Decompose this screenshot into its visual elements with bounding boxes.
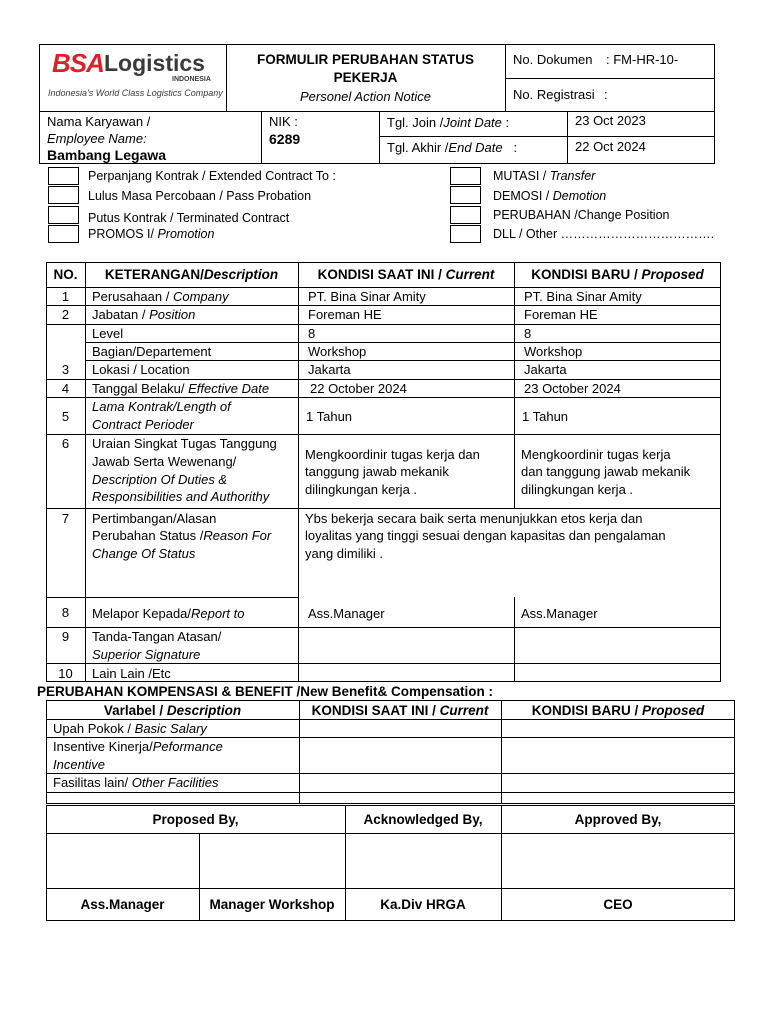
join-date-label: Tgl. Join /Joint Date :	[387, 115, 510, 130]
row5-description-line2: Contract Perioder	[92, 417, 194, 432]
end-date-value: 22 Oct 2024	[575, 139, 646, 154]
benefit-basic-salary: Upah Pokok / Basic Salary	[53, 721, 207, 736]
checkbox-terminated-contract[interactable]	[48, 206, 79, 224]
form-title-line1: FORMULIR PERUBAHAN STATUS	[257, 52, 474, 67]
option-terminated-contract: Putus Kontrak / Terminated Contract	[88, 211, 290, 225]
signature-area-manager-workshop[interactable]	[200, 834, 345, 888]
row7-reason-line2: loyalitas yang tinggi sesuai dengan kapasitas dan pengalaman	[305, 528, 666, 543]
benefit-header-proposed: KONDISI BARU / Proposed	[531, 703, 705, 718]
row4-description: Tanggal Belaku/ Effective Date	[92, 381, 270, 396]
row1-current: PT. Bina Sinar Amity	[308, 289, 426, 304]
employee-name-label: Nama Karyawan /	[47, 114, 151, 129]
row2c-description: Bagian/Departement	[92, 344, 212, 359]
option-other: DLL / Other ……………………………….	[493, 227, 715, 241]
row6-description-line3: Description Of Duties &	[92, 472, 228, 487]
checkbox-pass-probation[interactable]	[48, 186, 79, 204]
end-date-label: Tgl. Akhir /End Date :	[387, 140, 518, 155]
row9-description: Tanda-Tangan Atasan/	[92, 629, 222, 644]
col-header-description: KETERANGAN/Description	[104, 267, 279, 282]
nik-label: NIK :	[269, 114, 298, 129]
signature-area-ceo[interactable]	[502, 834, 734, 888]
row6-no: 6	[61, 436, 70, 451]
row6-description-line1: Uraian Singkat Tugas Tanggung	[92, 436, 277, 451]
row5-proposed: 1 Tahun	[522, 409, 569, 424]
proposed-by-label: Proposed By,	[152, 812, 239, 827]
row3-description: Lokasi / Location	[92, 362, 190, 377]
row6-current-line3: dilingkungan kerja .	[305, 482, 418, 497]
signer-ceo: CEO	[603, 897, 633, 912]
row7-reason-line3: yang dimiliki .	[305, 546, 384, 561]
row5-no: 5	[61, 409, 70, 424]
employee-name: Bambang Legawa	[47, 147, 167, 163]
row6-description-line2: Jawab Serta Wewenang/	[92, 454, 237, 469]
logo-country: INDONESIA	[172, 76, 211, 83]
row2b-current: 8	[308, 326, 316, 341]
row2c-proposed: Workshop	[524, 344, 583, 359]
checkbox-transfer[interactable]	[450, 167, 481, 185]
row1-proposed: PT. Bina Sinar Amity	[524, 289, 642, 304]
row7-reason-line1: Ybs bekerja secara baik serta menunjukkan etos kerja dan	[305, 511, 643, 526]
row3-no: 3	[61, 362, 70, 377]
row4-proposed: 23 October 2024	[524, 381, 621, 396]
checkbox-change-position[interactable]	[450, 206, 481, 224]
registration-label: No. Registrasi	[513, 87, 595, 102]
row2c-current: Workshop	[308, 344, 367, 359]
registration-value: :	[604, 87, 608, 102]
company-logo	[44, 48, 222, 108]
row7-no: 7	[61, 511, 70, 526]
row9-description-en: Superior Signature	[92, 647, 201, 662]
row9-no: 9	[61, 629, 70, 644]
row6-proposed-line3: dilingkungan kerja .	[521, 482, 634, 497]
row2b-description: Level	[92, 326, 124, 341]
checkbox-other[interactable]	[450, 225, 481, 243]
row8-proposed: Ass.Manager	[521, 606, 598, 621]
col-header-current: KONDISI SAAT INI / Current	[317, 267, 495, 282]
benefit-other-facilities: Fasilitas lain/ Other Facilities	[53, 775, 219, 790]
option-promotion: PROMOS I/ Promotion	[88, 227, 215, 241]
row8-current: Ass.Manager	[308, 606, 385, 621]
signature-area-kadiv-hrga[interactable]	[346, 834, 501, 888]
row2b-proposed: 8	[524, 326, 532, 341]
option-pass-probation: Lulus Masa Percobaan / Pass Probation	[88, 189, 312, 203]
logo-bsa: BSA	[52, 48, 104, 78]
benefit-incentive: Insentive Kinerja/Peformance	[53, 739, 223, 754]
doc-no-label: No. Dokumen	[513, 52, 593, 67]
checkbox-extended-contract[interactable]	[48, 167, 79, 185]
signer-kadiv-hrga: Ka.Div HRGA	[380, 897, 466, 912]
signer-ass-manager: Ass.Manager	[80, 897, 165, 912]
row6-proposed-line2: dan tanggung jawab mekanik	[521, 464, 691, 479]
option-extended-contract: Perpanjang Kontrak / Extended Contract To :	[88, 169, 336, 183]
row2-proposed: Foreman HE	[524, 307, 598, 322]
row1-no: 1	[61, 289, 70, 304]
row6-current-line2: tanggung jawab mekanik	[305, 464, 449, 479]
checkbox-promotion[interactable]	[48, 225, 79, 243]
row7-description-line2: Perubahan Status /Reason For	[92, 528, 272, 543]
row10-no: 10	[58, 666, 73, 681]
doc-no-value: : FM-HR-10-	[606, 52, 679, 67]
row4-no: 4	[61, 381, 70, 396]
row10-description: Lain Lain /Etc	[92, 666, 171, 681]
row4-current: 22 October 2024	[310, 381, 407, 396]
benefit-section-title: PERUBAHAN KOMPENSASI & BENEFIT /New Benefit& Compensation :	[37, 684, 494, 699]
row7-description-line1: Pertimbangan/Alasan	[92, 511, 217, 526]
signature-area-ass-manager[interactable]	[47, 834, 199, 888]
row6-description-line4: Responsibilities and Authorithy	[92, 489, 270, 504]
col-header-no: NO.	[53, 267, 78, 282]
row3-proposed: Jakarta	[524, 362, 567, 377]
row5-current: 1 Tahun	[306, 409, 353, 424]
row1-description: Perusahaan / Company	[92, 289, 229, 304]
option-transfer: MUTASI / Transfer	[493, 169, 596, 183]
logo-tagline: Indonesia's World Class Logistics Company	[48, 88, 223, 98]
row2-description: Jabatan / Position	[92, 307, 196, 322]
row6-current-line1: Mengkoordinir tugas kerja dan	[305, 447, 480, 462]
row8-description: Melapor Kepada/Report to	[92, 606, 245, 621]
employee-name-label-en: Employee Name:	[47, 131, 147, 146]
logo-logistics: Logistics	[104, 50, 205, 76]
join-date-value: 23 Oct 2023	[575, 113, 646, 128]
col-header-proposed: KONDISI BARU / Proposed	[531, 267, 704, 282]
benefit-incentive-line2: Incentive	[53, 757, 106, 772]
row7-description-line3: Change Of Status	[92, 546, 196, 561]
checkbox-demotion[interactable]	[450, 186, 481, 204]
nik-value: 6289	[269, 131, 301, 147]
acknowledged-by-label: Acknowledged By,	[363, 812, 483, 827]
option-change-position: PERUBAHAN /Change Position	[493, 208, 670, 222]
benefit-header-current: KONDISI SAAT INI / Current	[311, 703, 489, 718]
signer-manager-workshop: Manager Workshop	[209, 897, 335, 912]
option-demotion: DEMOSI / Demotion	[493, 189, 607, 203]
row5-description-line1: Lama Kontrak/Length of	[92, 399, 231, 414]
approved-by-label: Approved By,	[574, 812, 662, 827]
benefit-header-variable: Varlabel / Description	[103, 703, 242, 718]
form-title-line2: PEKERJA	[333, 70, 398, 85]
row2-current: Foreman HE	[308, 307, 382, 322]
row6-proposed-line1: Mengkoordinir tugas kerja	[521, 447, 671, 462]
row2-no: 2	[61, 307, 70, 322]
form-subtitle: Personel Action Notice	[299, 89, 432, 104]
row3-current: Jakarta	[308, 362, 351, 377]
row8-no: 8	[61, 605, 70, 620]
